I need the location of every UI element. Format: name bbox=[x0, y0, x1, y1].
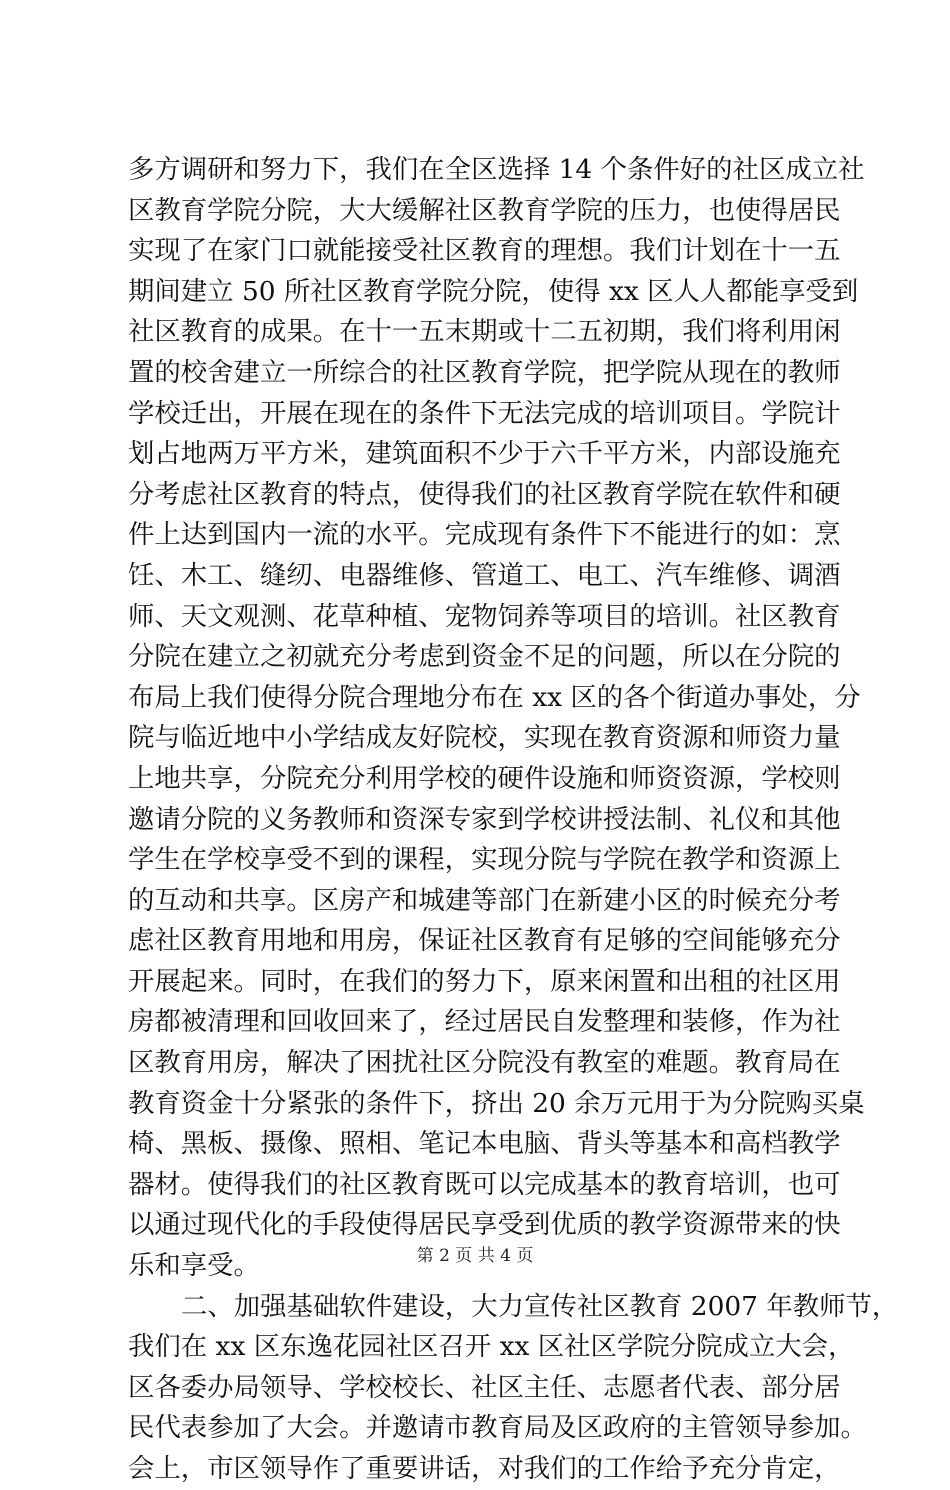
text-line: 实现了在家门口就能接受社区教育的理想。我们计划在十一五 bbox=[128, 235, 841, 267]
text-line: 置的校舍建立一所综合的社区教育学院，把学院从现在的教师 bbox=[128, 356, 841, 388]
page-indicator: 第 2 页 共 4 页 bbox=[416, 1246, 534, 1266]
text-line: 期间建立 50 所社区教育学院分院，使得 xx 区人人都能享受到 bbox=[128, 275, 859, 307]
text-line: 分考虑社区教育的特点，使得我们的社区教育学院在软件和硬 bbox=[128, 478, 841, 510]
text-line: 我们在 xx 区东逸花园社区召开 xx 区社区学院分院成立大会， bbox=[128, 1331, 855, 1363]
text-line: 饪、木工、缝纫、电器维修、管道工、电工、汽车维修、调酒 bbox=[128, 559, 841, 591]
text-line: 以通过现代化的手段使得居民享受到优质的教学资源带来的快 bbox=[128, 1209, 841, 1241]
body-text bbox=[128, 150, 899, 1490]
text-line: 师、天文观测、花草种植、宠物饲养等项目的培训。社区教育 bbox=[128, 600, 841, 632]
text-line: 的互动和共享。区房产和城建等部门在新建小区的时候充分考 bbox=[128, 884, 841, 916]
text-line: 教育资金十分紧张的条件下，挤出 20 余万元用于为分院购买桌 bbox=[128, 1087, 865, 1119]
text-line: 学生在学校享受不到的课程，实现分院与学院在教学和资源上 bbox=[128, 844, 841, 876]
text-line: 院与临近地中小学结成友好院校，实现在教育资源和师资力量 bbox=[128, 722, 841, 754]
text-line: 二、加强基础软件建设，大力宣传社区教育 2007 年教师节， bbox=[181, 1290, 899, 1322]
text-line: 多方调研和努力下，我们在全区选择 14 个条件好的社区成立社 bbox=[128, 154, 865, 185]
text-line: 区教育学院分院，大大缓解社区教育学院的压力，也使得居民 bbox=[128, 194, 841, 226]
text-line: 学校迁出，开展在现在的条件下无法完成的培训项目。学院计 bbox=[128, 397, 841, 429]
text-line: 房都被清理和回收回来了，经过居民自发整理和装修，作为社 bbox=[128, 1006, 841, 1038]
text-line: 区教育用房，解决了困扰社区分院没有教室的难题。教育局在 bbox=[128, 1047, 841, 1079]
text-line: 上地共享，分院充分利用学校的硬件设施和师资资源，学校则 bbox=[128, 762, 841, 794]
text-line: 民代表参加了大会。并邀请市教育局及区政府的主管领导参加。 bbox=[128, 1412, 867, 1444]
text-line: 邀请分院的义务教师和资深专家到学校讲授法制、礼仪和其他 bbox=[128, 803, 841, 835]
page-footer bbox=[0, 1244, 950, 1268]
text-line: 社区教育的成果。在十一五末期或十二五初期，我们将利用闲 bbox=[128, 316, 841, 348]
text-line: 会上，市区领导作了重要讲话，对我们的工作给予充分肯定， bbox=[128, 1453, 841, 1484]
text-line: 椅、黑板、摄像、照相、笔记本电脑、背头等基本和高档教学 bbox=[128, 1128, 841, 1160]
text-line: 分院在建立之初就充分考虑到资金不足的问题，所以在分院的 bbox=[128, 641, 841, 673]
text-line: 乐和享受。 bbox=[128, 1250, 260, 1282]
text-line: 开展起来。同时，在我们的努力下，原来闲置和出租的社区用 bbox=[128, 965, 841, 997]
text-line: 虑社区教育用地和用房，保证社区教育有足够的空间能够充分 bbox=[128, 925, 841, 957]
text-line: 布局上我们使得分院合理地分布在 xx 区的各个街道办事处，分 bbox=[128, 681, 861, 713]
text-line: 件上达到国内一流的水平。完成现有条件下不能进行的如：烹 bbox=[128, 519, 841, 551]
text-line: 区各委办局领导、学校校长、社区主任、志愿者代表、部分居 bbox=[128, 1371, 841, 1403]
text-line: 器材。使得我们的社区教育既可以完成基本的教育培训，也可 bbox=[128, 1168, 841, 1200]
text-line: 划占地两万平方米，建筑面积不少于六千平方米，内部设施充 bbox=[128, 438, 841, 470]
